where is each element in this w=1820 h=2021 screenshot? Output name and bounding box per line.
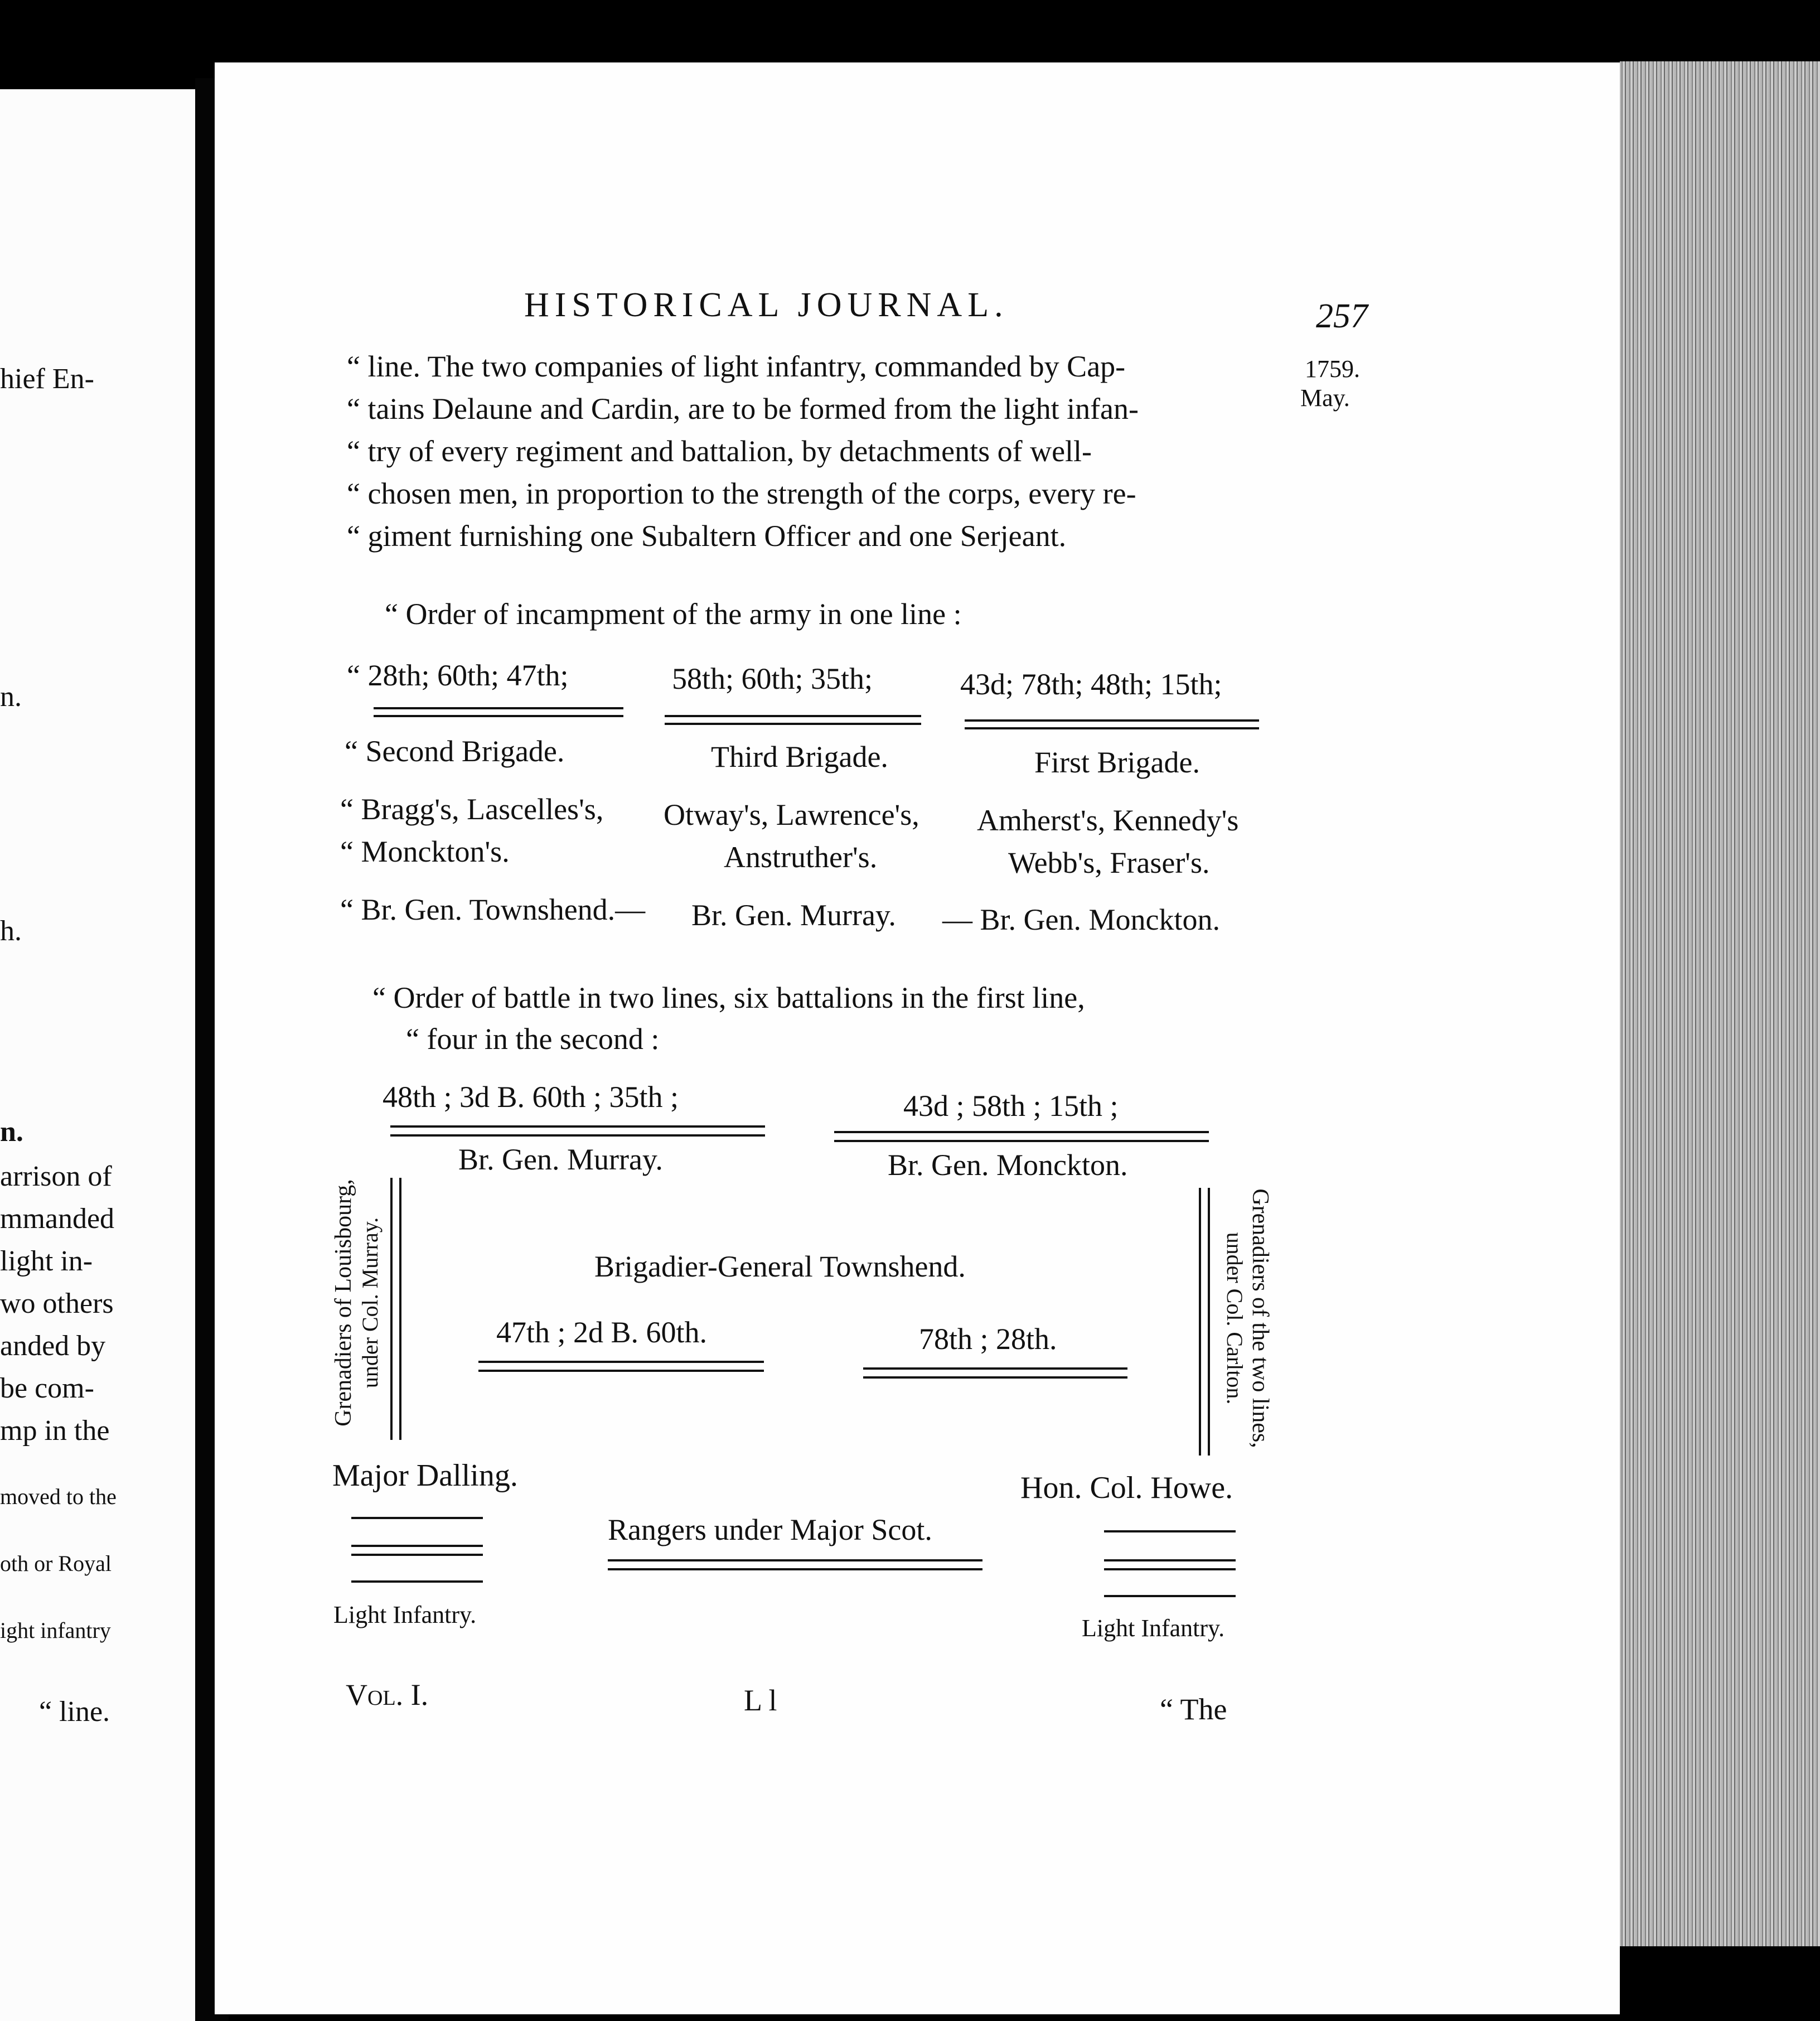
brigade-colonels: Otway's, Lawrence's, [664,798,919,831]
left-fragment-line: h. [0,915,22,947]
brigade-colonels: Anstruther's. [724,840,878,874]
left-fragment-line: mmanded [0,1203,115,1235]
brigade-regiments: “ 28th; 60th; 47th; [347,659,569,692]
battle-heading: “ Order of battle in two lines, six battalions in the first line, [372,981,1085,1014]
paragraph-line: “ try of every regiment and battalion, by detachments of well- [347,434,1092,468]
light-infantry-rule [351,1517,483,1519]
brigade-colonels: Webb's, Fraser's. [1008,846,1210,879]
brigade-general: “ Br. Gen. Townshend.— [340,893,646,926]
battalion-rule [863,1367,1127,1370]
left-flank-rule [390,1178,393,1440]
right-flank-rule [1208,1188,1210,1456]
catchword: “ The [1160,1693,1227,1726]
left-fragment-line: mp in the [0,1415,110,1447]
left-fragment-line: wo others [0,1288,114,1319]
paragraph-line: “ giment furnishing one Subaltern Officer and one Serjeant. [347,519,1067,553]
brigade-name: “ Second Brigade. [345,734,565,768]
volume-number: Vol. I. [346,1678,429,1711]
page-edges [1620,61,1820,1946]
brigade-rule [665,723,921,725]
left-fragment-line: be com- [0,1372,94,1404]
brigade-colonels: “ Monckton's. [340,835,510,868]
left-fragment-line: oth or Royal [0,1551,112,1576]
second-line-regiments: 78th ; 28th. [919,1322,1057,1356]
brigade-rule [374,715,623,717]
left-fragment-line: arrison of [0,1161,112,1192]
first-line-commander: Br. Gen. Murray. [458,1143,663,1176]
page-number: 257 [1316,297,1368,335]
brigade-general: Br. Gen. Murray. [691,898,896,932]
light-infantry-rule [1104,1568,1236,1570]
right-flank-colonel: under Col. Carlton. [1222,1232,1247,1405]
running-title: HISTORICAL JOURNAL. [524,286,1009,324]
brigade-name: First Brigade. [1034,746,1200,779]
left-flank-grenadiers: Grenadiers of Louisbourg, [331,1179,356,1427]
rangers-rule [608,1559,982,1561]
light-infantry-rule [351,1554,483,1556]
brigade-regiments: 43d; 78th; 48th; 15th; [960,668,1222,701]
left-fragment-line: anded by [0,1330,106,1362]
right-flank-grenadiers: Grenadiers of the two lines, [1247,1188,1273,1448]
right-light-label: Light Infantry. [1082,1614,1225,1642]
left-fragment-line: moved to the [0,1484,117,1509]
left-fragment-line: light in- [0,1245,93,1277]
second-line-regiments: 47th ; 2d B. 60th. [496,1316,708,1349]
battalion-rule [390,1125,765,1128]
brigade-general: — Br. Gen. Monckton. [942,903,1220,936]
left-light-label: Light Infantry. [333,1601,477,1628]
light-infantry-rule [1104,1595,1236,1597]
light-infantry-rule [1104,1559,1236,1561]
light-infantry-rule [351,1545,483,1547]
brigade-colonels: Amherst's, Kennedy's [977,804,1239,837]
light-infantry-rule [351,1580,483,1583]
left-fragment-line: n. [0,1116,23,1148]
first-line-regiments: 43d ; 58th ; 15th ; [903,1089,1119,1123]
left-flank-colonel: under Col. Murray. [357,1217,383,1389]
brigade-rule [374,707,623,709]
brigade-rule [665,715,921,717]
previous-page-fragment [0,89,195,2021]
battalion-rule [478,1370,764,1372]
first-line-regiments: 48th ; 3d B. 60th ; 35th ; [383,1080,679,1114]
first-line-commander: Br. Gen. Monckton. [888,1148,1128,1182]
battalion-rule [834,1140,1209,1142]
signature-mark: L l [744,1684,777,1717]
rangers-rule [608,1568,982,1570]
incampment-heading: “ Order of incampment of the army in one line : [385,597,962,631]
brigade-rule [965,727,1259,729]
brigade-colonels: “ Bragg's, Lascelles's, [340,792,604,826]
right-flank-rule [1199,1188,1201,1456]
left-flank-rule [399,1178,401,1440]
second-line-commander: Brigadier-General Townshend. [594,1250,966,1283]
battalion-rule [834,1131,1209,1133]
battalion-rule [390,1134,765,1137]
rangers-label: Rangers under Major Scot. [608,1513,932,1546]
left-fragment-catchword: “ line. [39,1696,110,1728]
paragraph-line: “ tains Delaune and Cardin, are to be formed from the light infan- [347,392,1139,426]
margin-month: May. [1300,384,1350,412]
left-fragment-line: ight infantry [0,1618,111,1643]
brigade-name: Third Brigade. [711,740,888,773]
paragraph-line: “ chosen men, in proportion to the strength of the corps, every re- [347,477,1136,510]
right-light-commander: Hon. Col. Howe. [1020,1471,1233,1505]
margin-year: 1759. [1305,355,1360,383]
left-fragment-line: hief En- [0,363,94,395]
battle-heading: “ four in the second : [406,1022,660,1056]
brigade-regiments: 58th; 60th; 35th; [672,662,873,695]
left-fragment-line: n. [0,681,22,713]
brigade-rule [965,719,1259,722]
left-light-commander: Major Dalling. [332,1458,518,1493]
paragraph-line: “ line. The two companies of light infantry, commanded by Cap- [347,350,1126,383]
battalion-rule [478,1361,764,1363]
light-infantry-rule [1104,1530,1236,1532]
battalion-rule [863,1376,1127,1379]
